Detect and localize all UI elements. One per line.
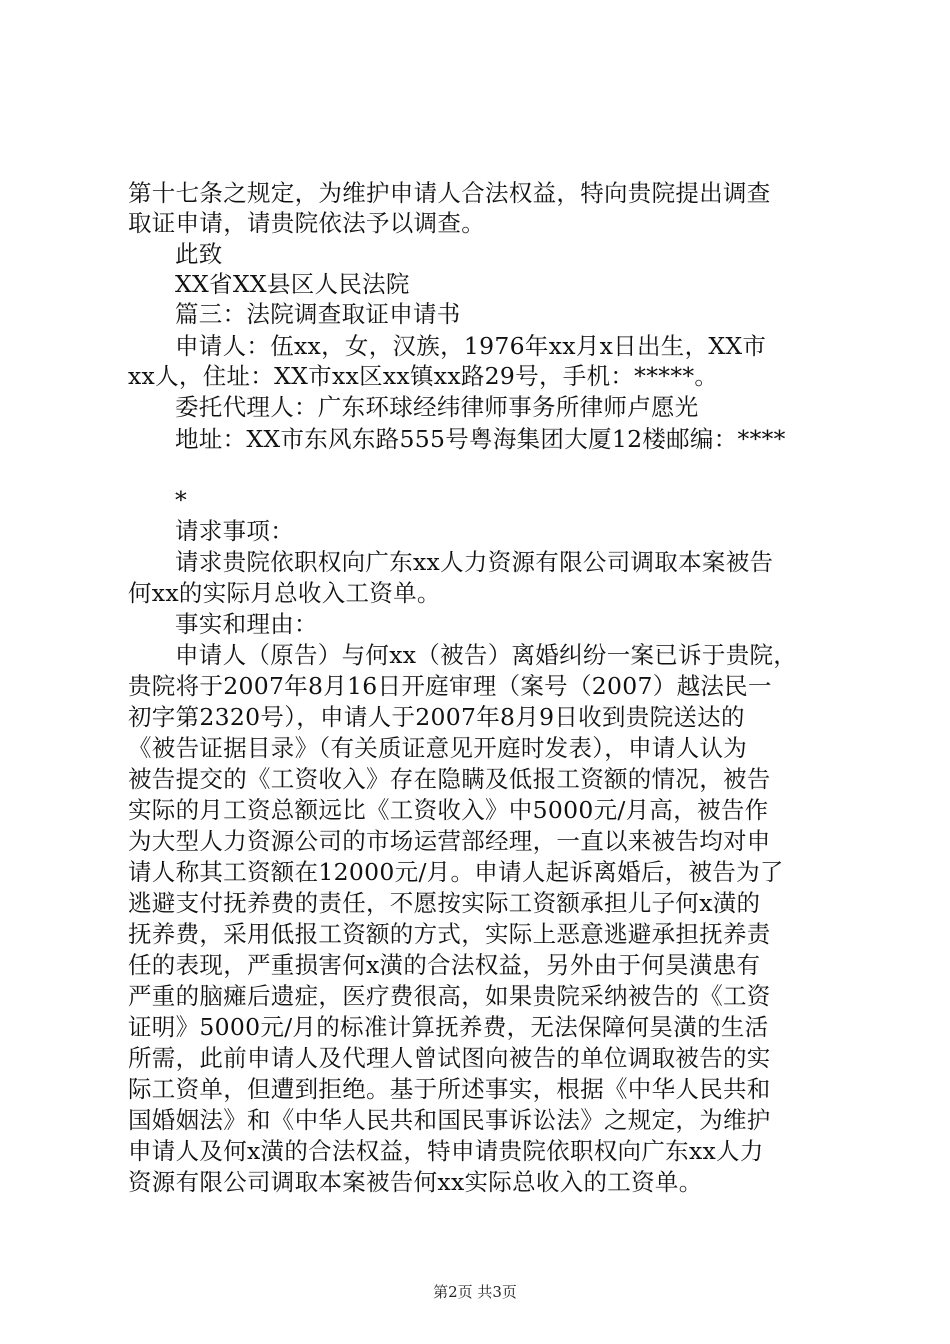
body-line: 严重的脑瘫后遗症，医疗费很高，如果贵院采纳被告的《工资 bbox=[128, 982, 771, 1010]
request-heading: 请求事项： bbox=[175, 517, 294, 545]
body-line: 贵院将于2007年8月16日开庭审理（案号（2007）越法民一 bbox=[128, 672, 772, 700]
section-heading: 篇三：法院调查取证申请书 bbox=[175, 300, 461, 328]
page-number-footer: 第2页 共3页 bbox=[433, 1283, 517, 1301]
applicant-line: xx人，住址：XX市xx区xx镇xx路29号，手机：*****。 bbox=[128, 362, 719, 390]
salutation-line: 此致 bbox=[175, 240, 223, 268]
applicant-line: 申请人：伍xx，女，汉族，1976年xx月x日出生，XX市 bbox=[175, 332, 767, 360]
body-line: 资源有限公司调取本案被告何xx实际总收入的工资单。 bbox=[128, 1168, 703, 1196]
body-line: 何xx的实际月总收入工资单。 bbox=[128, 579, 441, 607]
body-line: 所需，此前申请人及代理人曾试图向被告的单位调取被告的实 bbox=[128, 1044, 771, 1072]
body-line: 《被告证据目录》（有关质证意见开庭时发表），申请人认为 bbox=[128, 734, 748, 762]
body-line: 请人称其工资额在12000元/月。申请人起诉离婚后，被告为了 bbox=[128, 858, 784, 886]
body-line: 逃避支付抚养费的责任，不愿按实际工资额承担儿子何x潢的 bbox=[128, 889, 761, 917]
body-line: 第十七条之规定，为维护申请人合法权益，特向贵院提出调查 bbox=[128, 179, 771, 207]
body-line: 申请人（原告）与何xx（被告）离婚纠纷一案已诉于贵院， bbox=[175, 641, 798, 669]
body-line: 申请人及何x潢的合法权益，特申请贵院依职权向广东xx人力 bbox=[128, 1137, 764, 1165]
body-line: 抚养费，采用低报工资额的方式，实际上恶意逃避承担抚养责 bbox=[128, 920, 771, 948]
address-line: 地址：XX市东风东路555号粤海集团大厦12楼邮编：**** bbox=[175, 425, 786, 453]
body-line: 初字第2320号），申请人于2007年8月9日收到贵院送达的 bbox=[128, 703, 745, 731]
body-line: 际工资单，但遭到拒绝。基于所述事实，根据《中华人民共和 bbox=[128, 1075, 771, 1103]
body-line: 证明》5000元/月的标准计算抚养费，无法保障何昊潢的生活 bbox=[128, 1013, 769, 1041]
addressee-line: XX省XX县区人民法院 bbox=[175, 270, 410, 298]
body-line: 任的表现，严重损害何x潢的合法权益，另外由于何昊潢患有 bbox=[128, 951, 761, 979]
reasons-heading: 事实和理由： bbox=[175, 610, 318, 638]
body-line: 取证申请，请贵院依法予以调查。 bbox=[128, 209, 485, 237]
body-line: 被告提交的《工资收入》存在隐瞒及低报工资额的情况，被告 bbox=[128, 765, 771, 793]
agent-line: 委托代理人：广东环球经纬律师事务所律师卢愿光 bbox=[175, 393, 699, 421]
body-line: 国婚姻法》和《中华人民共和国民事诉讼法》之规定，为维护 bbox=[128, 1106, 771, 1134]
body-line: 请求贵院依职权向广东xx人力资源有限公司调取本案被告 bbox=[175, 548, 774, 576]
body-line: 实际的月工资总额远比《工资收入》中5000元/月高，被告作 bbox=[128, 796, 769, 824]
body-line: 为大型人力资源公司的市场运营部经理，一直以来被告均对申 bbox=[128, 827, 771, 855]
address-line-continued: * bbox=[175, 486, 188, 514]
